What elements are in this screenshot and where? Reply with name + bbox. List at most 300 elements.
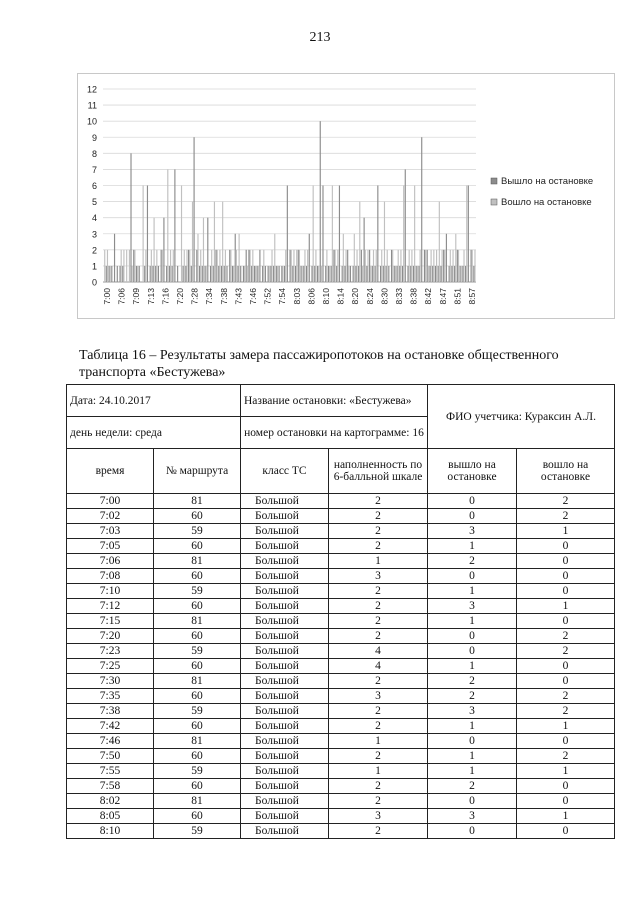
- page-number: 213: [309, 30, 331, 45]
- cell-route: 60: [154, 569, 241, 584]
- chart-y-tick-labels: [87, 85, 97, 288]
- cell-time: 7:55: [67, 764, 154, 779]
- bar-boarded: [442, 250, 443, 282]
- bar-alighted: [440, 266, 441, 282]
- cell-boarded: 0: [517, 734, 615, 749]
- bar-alighted: [424, 250, 425, 282]
- bar-alighted: [188, 250, 189, 282]
- table-row: [67, 809, 615, 824]
- cell-route: 81: [154, 674, 241, 689]
- cell-route: 60: [154, 719, 241, 734]
- cell-boarded: 2: [517, 749, 615, 764]
- bar-alighted: [117, 266, 118, 282]
- cell-vehicle-class: Большой: [241, 554, 329, 569]
- bar-alighted: [284, 266, 285, 282]
- cell-boarded: 0: [517, 539, 615, 554]
- table-row: [67, 824, 615, 839]
- bar-boarded: [326, 250, 327, 282]
- bar-boarded: [365, 250, 366, 282]
- cell-route: 81: [154, 734, 241, 749]
- cell-occupancy: 2: [329, 539, 428, 554]
- cell-time: 7:58: [67, 779, 154, 794]
- bar-alighted: [248, 250, 249, 282]
- bar-alighted: [243, 266, 244, 282]
- x-tick-label: 7:34: [204, 288, 215, 305]
- header-vehicle-class: класс ТС: [241, 449, 329, 494]
- x-tick-label: 8:38: [408, 288, 419, 305]
- bar-boarded: [132, 266, 133, 282]
- y-tick-label: 6: [91, 181, 97, 191]
- bar-alighted: [174, 169, 175, 282]
- cell-route: 59: [154, 524, 241, 539]
- y-tick-label: 4: [91, 213, 97, 224]
- bar-alighted: [226, 266, 227, 282]
- cell-boarded: 0: [517, 584, 615, 599]
- cell-occupancy: 3: [329, 809, 428, 824]
- cell-boarded: 1: [517, 764, 615, 779]
- cell-route: 60: [154, 779, 241, 794]
- bar-alighted: [465, 266, 466, 282]
- cell-vehicle-class: Большой: [241, 644, 329, 659]
- legend-label: Вышло на остановке: [501, 176, 594, 187]
- cell-alighted: 2: [428, 554, 517, 569]
- x-tick-label: 7:20: [175, 288, 185, 305]
- bar-boarded: [189, 250, 190, 282]
- bar-boarded: [455, 234, 456, 282]
- bar-alighted: [262, 266, 263, 282]
- x-tick-label: 8:14: [335, 288, 346, 305]
- cell-occupancy: 2: [329, 524, 428, 539]
- table-row: [67, 794, 615, 809]
- bar-boarded: [123, 250, 124, 282]
- bar-boarded: [436, 250, 437, 282]
- cell-boarded: 0: [517, 794, 615, 809]
- bar-boarded: [255, 266, 256, 282]
- bar-boarded: [143, 186, 144, 283]
- cell-time: 8:02: [67, 794, 154, 809]
- bar-alighted: [276, 266, 277, 282]
- bar-alighted: [240, 266, 241, 282]
- bar-alighted: [204, 266, 205, 282]
- x-tick-label: 7:46: [248, 288, 258, 305]
- date-cell: Дата: 24.10.2017: [67, 385, 241, 417]
- cell-boarded: 1: [517, 599, 615, 614]
- cell-time: 7:25: [67, 659, 154, 674]
- cell-alighted: 0: [428, 644, 517, 659]
- bar-boarded: [433, 250, 434, 282]
- bar-boarded: [151, 250, 152, 282]
- bar-alighted: [372, 266, 373, 282]
- bar-boarded: [156, 250, 157, 282]
- cell-alighted: 3: [428, 524, 517, 539]
- bar-alighted: [224, 266, 225, 282]
- cell-boarded: 1: [517, 809, 615, 824]
- bar-alighted: [405, 169, 406, 282]
- table-caption: [79, 347, 611, 381]
- bar-boarded: [252, 250, 253, 282]
- bar-boarded: [409, 250, 410, 282]
- cell-route: 59: [154, 704, 241, 719]
- cell-alighted: 1: [428, 749, 517, 764]
- bar-boarded: [162, 250, 163, 282]
- bar-boarded: [239, 234, 240, 282]
- cell-boarded: 2: [517, 509, 615, 524]
- bar-boarded: [367, 250, 368, 282]
- bar-alighted: [265, 266, 266, 282]
- cell-occupancy: 2: [329, 629, 428, 644]
- x-tick-label: 7:13: [145, 288, 156, 305]
- bar-alighted: [418, 266, 419, 282]
- cell-time: 7:10: [67, 584, 154, 599]
- header-boarded: вошло на остановке: [517, 449, 615, 494]
- bar-alighted: [172, 266, 173, 282]
- bar-boarded: [414, 186, 415, 283]
- bar-alighted: [375, 266, 376, 282]
- bar-boarded: [258, 266, 259, 282]
- bar-alighted: [407, 266, 408, 282]
- bar-alighted: [152, 266, 153, 282]
- bar-alighted: [454, 266, 455, 282]
- x-tick-label: 7:16: [160, 288, 171, 305]
- cell-occupancy: 2: [329, 509, 428, 524]
- bar-alighted: [300, 266, 301, 282]
- cell-route: 60: [154, 749, 241, 764]
- bar-boarded: [137, 266, 138, 282]
- cell-boarded: 0: [517, 569, 615, 584]
- y-tick-label: 0: [91, 277, 97, 288]
- bar-alighted: [147, 186, 148, 283]
- x-tick-label: 8:42: [423, 288, 434, 305]
- bar-boarded: [392, 250, 393, 282]
- bar-alighted: [268, 266, 269, 282]
- bar-boarded: [398, 250, 399, 282]
- bar-alighted: [429, 266, 430, 282]
- bar-alighted: [218, 266, 219, 282]
- cell-route: 81: [154, 494, 241, 509]
- cell-time: 7:03: [67, 524, 154, 539]
- bar-boarded: [214, 202, 215, 282]
- cell-alighted: 1: [428, 659, 517, 674]
- bar-alighted: [468, 186, 469, 283]
- cell-alighted: 0: [428, 794, 517, 809]
- bar-boarded: [307, 250, 308, 282]
- bar-boarded: [110, 266, 111, 282]
- bar-boarded: [461, 266, 462, 282]
- x-tick-label: 7:52: [262, 288, 273, 305]
- x-tick-label: 7:43: [233, 288, 244, 305]
- cell-occupancy: 2: [329, 779, 428, 794]
- bar-alighted: [183, 266, 184, 282]
- bar-alighted: [295, 266, 296, 282]
- bar-boarded: [411, 250, 412, 282]
- table-row: [67, 509, 615, 524]
- bar-alighted: [443, 250, 444, 282]
- cell-vehicle-class: Большой: [241, 584, 329, 599]
- bar-boarded: [170, 250, 171, 282]
- y-tick-label: 8: [91, 148, 97, 159]
- passenger-flow-chart: [77, 73, 615, 319]
- bar-boarded: [403, 186, 404, 283]
- bar-alighted: [366, 266, 367, 282]
- bar-boarded: [362, 266, 363, 282]
- cell-alighted: 0: [428, 509, 517, 524]
- cell-boarded: 0: [517, 779, 615, 794]
- bar-alighted: [438, 266, 439, 282]
- bar-boarded: [329, 266, 330, 282]
- chart-x-tick-labels: [102, 288, 477, 305]
- y-tick-label: 2: [91, 245, 97, 256]
- y-tick-label: 10: [86, 116, 97, 127]
- bar-boarded: [230, 250, 231, 282]
- cell-boarded: 0: [517, 674, 615, 689]
- cell-boarded: 2: [517, 629, 615, 644]
- bar-alighted: [317, 266, 318, 282]
- cell-vehicle-class: Большой: [241, 809, 329, 824]
- x-tick-label: 8:33: [394, 288, 404, 305]
- bar-boarded: [387, 250, 388, 282]
- table-row: [67, 674, 615, 689]
- bar-alighted: [410, 266, 411, 282]
- cell-alighted: 2: [428, 689, 517, 704]
- table-row: [67, 599, 615, 614]
- bar-boarded: [474, 250, 475, 282]
- cell-boarded: 0: [517, 659, 615, 674]
- weekday-cell: день недели: среда: [67, 417, 241, 449]
- y-tick-label: 7: [91, 164, 97, 175]
- bar-alighted: [333, 250, 334, 282]
- cell-vehicle-class: Большой: [241, 494, 329, 509]
- cell-occupancy: 2: [329, 794, 428, 809]
- cell-occupancy: 1: [329, 734, 428, 749]
- bar-alighted: [471, 250, 472, 282]
- cell-route: 81: [154, 794, 241, 809]
- cell-occupancy: 4: [329, 659, 428, 674]
- bar-alighted: [314, 266, 315, 282]
- bar-alighted: [336, 266, 337, 282]
- cell-occupancy: 3: [329, 689, 428, 704]
- bar-boarded: [181, 186, 182, 283]
- bar-alighted: [361, 250, 362, 282]
- bar-alighted: [158, 266, 159, 282]
- bar-alighted: [122, 266, 123, 282]
- bar-alighted: [303, 266, 304, 282]
- cell-route: 59: [154, 764, 241, 779]
- cell-time: 7:06: [67, 554, 154, 569]
- bar-boarded: [381, 250, 382, 282]
- cell-route: 60: [154, 509, 241, 524]
- bar-alighted: [257, 266, 258, 282]
- table-row: [67, 629, 615, 644]
- legend-label: Вошло на остановке: [501, 197, 592, 208]
- bar-alighted: [328, 266, 329, 282]
- bar-boarded: [274, 234, 275, 282]
- caption-line-1: Таблица 16 – Результаты замера пассажиропотоков на остановке общественного: [79, 348, 559, 363]
- cell-vehicle-class: Большой: [241, 824, 329, 839]
- cell-occupancy: 2: [329, 584, 428, 599]
- bar-boarded: [296, 250, 297, 282]
- cell-occupancy: 2: [329, 599, 428, 614]
- bar-boarded: [348, 266, 349, 282]
- table-row: [67, 704, 615, 719]
- cell-boarded: 2: [517, 689, 615, 704]
- bar-alighted: [281, 266, 282, 282]
- bar-boarded: [244, 266, 245, 282]
- cell-occupancy: 2: [329, 614, 428, 629]
- table-row: [67, 779, 615, 794]
- bar-boarded: [167, 169, 168, 282]
- bar-boarded: [263, 250, 264, 282]
- bar-alighted: [358, 266, 359, 282]
- x-tick-label: 8:57: [467, 288, 477, 305]
- bar-alighted: [287, 186, 288, 283]
- bar-boarded: [129, 250, 130, 282]
- bar-boarded: [354, 234, 355, 282]
- bar-alighted: [207, 218, 208, 282]
- y-tick-label: 9: [91, 132, 97, 143]
- cell-time: 7:38: [67, 704, 154, 719]
- y-tick-label: 5: [91, 197, 97, 208]
- cell-alighted: 1: [428, 719, 517, 734]
- bar-boarded: [431, 250, 432, 282]
- bar-boarded: [186, 250, 187, 282]
- cell-route: 81: [154, 554, 241, 569]
- cell-vehicle-class: Большой: [241, 629, 329, 644]
- bar-boarded: [184, 250, 185, 282]
- bar-alighted: [383, 266, 384, 282]
- bar-alighted: [369, 250, 370, 282]
- bar-boarded: [247, 266, 248, 282]
- cell-route: 59: [154, 584, 241, 599]
- bar-alighted: [320, 121, 321, 282]
- bar-alighted: [144, 266, 145, 282]
- cell-alighted: 3: [428, 809, 517, 824]
- bar-boarded: [154, 218, 155, 282]
- cell-alighted: 0: [428, 824, 517, 839]
- cell-alighted: 1: [428, 539, 517, 554]
- bar-alighted: [161, 250, 162, 282]
- cell-vehicle-class: Большой: [241, 674, 329, 689]
- bar-alighted: [229, 250, 230, 282]
- bar-alighted: [213, 266, 214, 282]
- bar-alighted: [342, 266, 343, 282]
- bar-boarded: [299, 250, 300, 282]
- legend-swatch: [491, 178, 497, 184]
- x-tick-label: 7:28: [189, 288, 200, 305]
- bar-boarded: [356, 250, 357, 282]
- bar-boarded: [384, 202, 385, 282]
- cell-vehicle-class: Большой: [241, 614, 329, 629]
- bar-boarded: [236, 250, 237, 282]
- x-tick-label: 8:03: [291, 288, 302, 305]
- bar-boarded: [452, 250, 453, 282]
- table-row: [67, 569, 615, 584]
- cell-vehicle-class: Большой: [241, 659, 329, 674]
- chart-svg: [78, 74, 614, 318]
- bar-alighted: [451, 266, 452, 282]
- cell-vehicle-class: Большой: [241, 719, 329, 734]
- bar-alighted: [246, 250, 247, 282]
- bar-boarded: [335, 250, 336, 282]
- bar-boarded: [337, 250, 338, 282]
- cell-vehicle-class: Большой: [241, 779, 329, 794]
- cell-route: 60: [154, 599, 241, 614]
- bar-boarded: [107, 250, 108, 282]
- cell-occupancy: 4: [329, 644, 428, 659]
- bar-alighted: [279, 266, 280, 282]
- cell-occupancy: 2: [329, 824, 428, 839]
- bar-boarded: [313, 186, 314, 283]
- bar-alighted: [402, 266, 403, 282]
- bar-alighted: [119, 266, 120, 282]
- bar-boarded: [343, 234, 344, 282]
- bar-alighted: [215, 250, 216, 282]
- table-row: [67, 554, 615, 569]
- counter-name-cell: ФИО учетчика: Куракcин А.Л.: [428, 385, 615, 449]
- bar-boarded: [233, 266, 234, 282]
- bar-alighted: [462, 266, 463, 282]
- bar-alighted: [196, 250, 197, 282]
- bar-alighted: [355, 266, 356, 282]
- bar-alighted: [210, 266, 211, 282]
- bar-boarded: [395, 266, 396, 282]
- cell-time: 7:20: [67, 629, 154, 644]
- cell-vehicle-class: Большой: [241, 509, 329, 524]
- bar-alighted: [416, 266, 417, 282]
- x-tick-label: 8:30: [379, 288, 390, 305]
- bar-alighted: [106, 266, 107, 282]
- bar-alighted: [194, 137, 195, 282]
- bar-alighted: [473, 266, 474, 282]
- header-route: № маршрута: [154, 449, 241, 494]
- cell-route: 60: [154, 659, 241, 674]
- bar-alighted: [427, 250, 428, 282]
- bar-alighted: [290, 250, 291, 282]
- bar-boarded: [250, 250, 251, 282]
- bar-alighted: [298, 250, 299, 282]
- cell-vehicle-class: Большой: [241, 689, 329, 704]
- cell-alighted: 3: [428, 704, 517, 719]
- cell-time: 7:02: [67, 509, 154, 524]
- bar-alighted: [391, 250, 392, 282]
- bar-alighted: [396, 266, 397, 282]
- bar-boarded: [206, 266, 207, 282]
- bar-alighted: [460, 266, 461, 282]
- bar-alighted: [232, 266, 233, 282]
- bar-boarded: [271, 250, 272, 282]
- bar-alighted: [446, 234, 447, 282]
- cell-occupancy: 2: [329, 719, 428, 734]
- cell-vehicle-class: Большой: [241, 569, 329, 584]
- cell-alighted: 0: [428, 494, 517, 509]
- bar-boarded: [104, 250, 105, 282]
- x-tick-label: 7:00: [102, 288, 112, 305]
- bar-alighted: [399, 266, 400, 282]
- cell-route: 60: [154, 539, 241, 554]
- table-row: [67, 614, 615, 629]
- bar-boarded: [217, 250, 218, 282]
- bar-boarded: [472, 250, 473, 282]
- table-row: [67, 734, 615, 749]
- bar-alighted: [380, 266, 381, 282]
- bar-boarded: [450, 250, 451, 282]
- cell-route: 81: [154, 614, 241, 629]
- bar-alighted: [150, 266, 151, 282]
- cell-time: 7:15: [67, 614, 154, 629]
- bar-boarded: [304, 250, 305, 282]
- bar-boarded: [373, 250, 374, 282]
- x-tick-label: 7:38: [218, 288, 229, 305]
- bar-boarded: [121, 250, 122, 282]
